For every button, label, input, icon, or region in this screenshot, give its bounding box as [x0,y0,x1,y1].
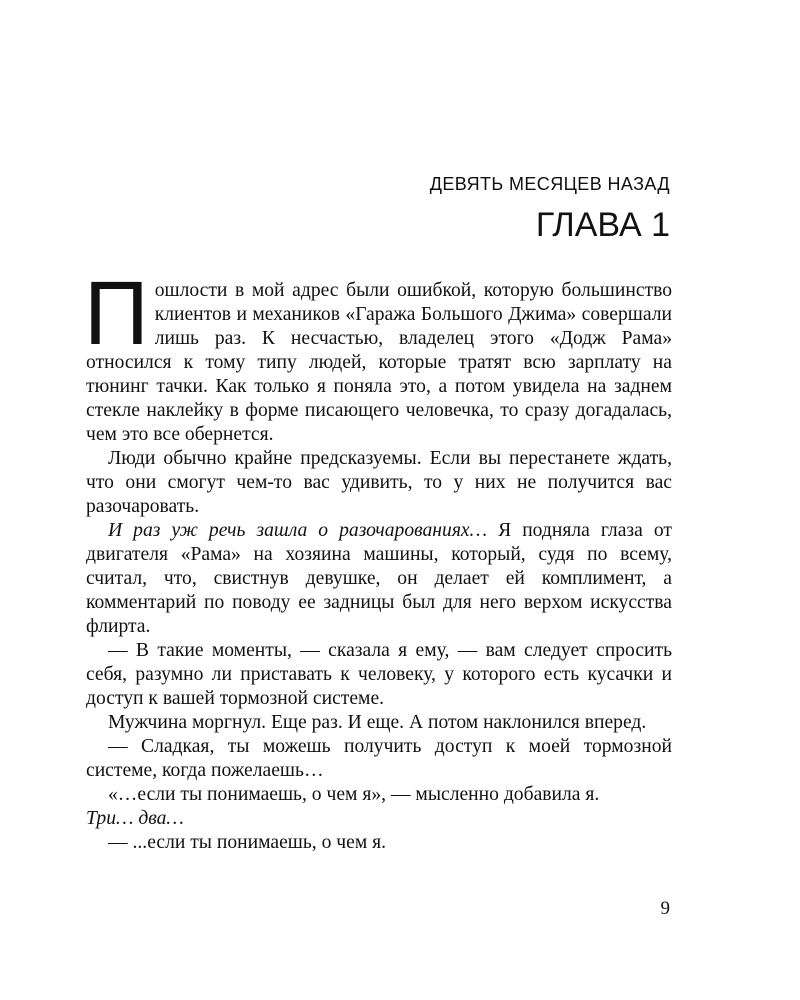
page-number: 9 [660,898,670,919]
drop-cap: П [84,264,149,364]
paragraph-text: ошлости в мой адрес были ошибкой, которую большинство клиентов и механиков «Гаража Большого Джима» совершали лишь раз. К несчастью, владелец этого «Додж Рама» относился к тому типу людей, которые тратят всю зарплату на тюнинг тачки. Как только я поняла это, а потом увидела на заднем стекле наклейку в форме писающего человечка, то сразу догадалась, чем это все обернется. [86,280,672,445]
italic-text: И раз уж речь зашла о разочарованиях… [108,520,488,541]
paragraph: Люди обычно крайне предсказуемы. Если вы перестанете ждать, что они смогут чем-то вас удивить, то у них не получится вас разочаровать. [86,448,672,517]
paragraph: — Сладкая, ты можешь получить доступ к моей тормозной системе, когда пожелаешь… [86,736,672,781]
chapter-title: ГЛАВА 1 [535,206,670,244]
paragraph [84,264,672,447]
paragraph: — В такие моменты, — сказала я ему, — вам следует спросить себя, разумно ли приставать к человеку, у которого есть кусачки и доступ к вашей тормозной системе. [86,640,672,709]
section-kicker: ДЕВЯТЬ МЕСЯЦЕВ НАЗАД [429,174,670,194]
body-text [84,264,672,855]
paragraph: «…если ты понимаешь, о чем я», — мысленно добавила я. [108,784,600,805]
paragraph: — ...если ты понимаешь, о чем я. [108,832,387,853]
paragraph: Мужчина моргнул. Еще раз. И еще. А потом наклонился вперед. [108,712,647,733]
paragraph-text: Я подняла глаза от двигателя «Рама» на хозяина машины, который, судя по всему, считал, что, свистнув девушке, он делает ей комплимент, а комментарий по поводу ее задницы был для него верхом искусства флирта. [86,520,672,637]
italic-line: Три… два… [86,808,184,829]
paragraph [86,519,672,639]
